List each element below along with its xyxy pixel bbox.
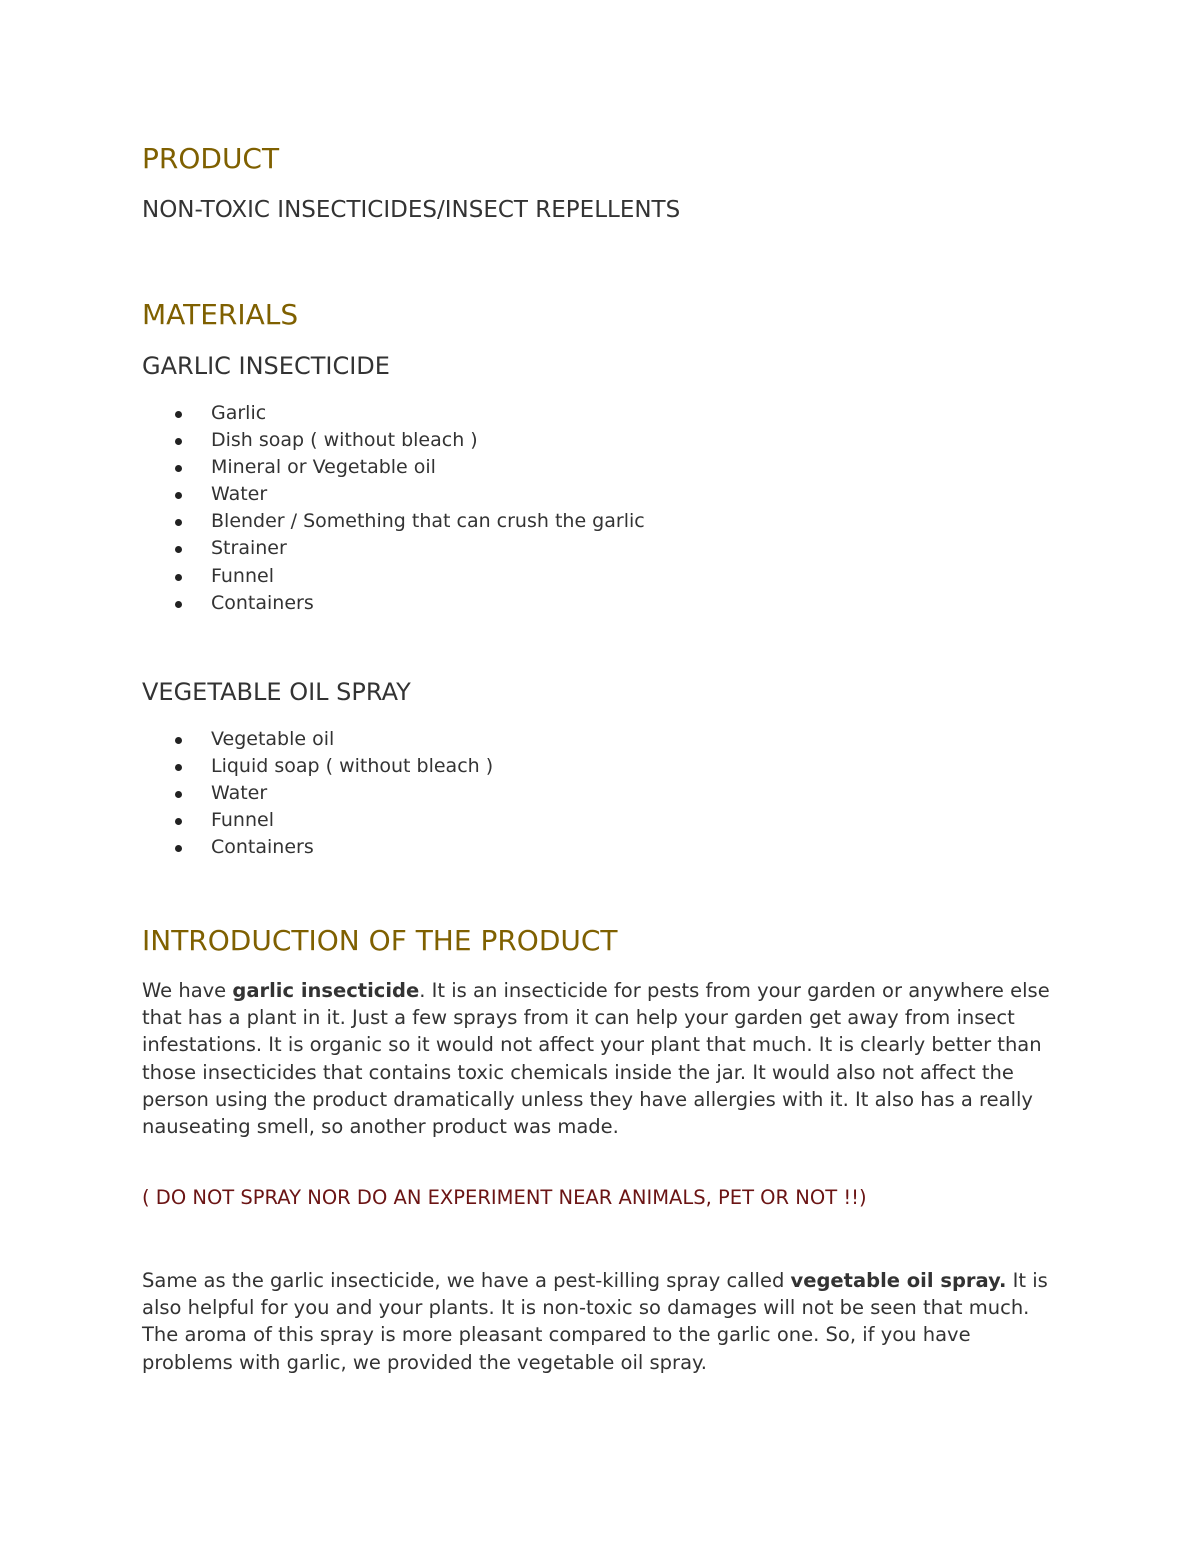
list-item-text: Funnel: [211, 809, 274, 832]
product-name: NON-TOXIC INSECTICIDES/INSECT REPELLENTS: [142, 197, 681, 223]
list-item: [142, 563, 1042, 590]
bullet-icon: [175, 791, 182, 798]
list-item-text: Blender / Something that can crush the garlic: [211, 510, 645, 533]
intro-paragraph-2-rest: It is also helpful for you and your plants. It is non-toxic so damages will not be seen that much. The aroma of this spray is more pleasant compared to the garlic one. So, if you have problems with garlic, we provided the vegetable oil spray.: [142, 1269, 1048, 1374]
list-item-text: Strainer: [211, 537, 287, 560]
intro-paragraph-1-rest: . It is an insecticide for pests from your garden or anywhere else that has a plant in it. Just a few sprays from it can help your garden get away from insect infestations. It is organic so it would not affect your plant that much. It is clearly better than those insecticides that contains toxic chemicals inside the jar. It would also not affect the person using the product dramatically unless they have allergies with it. It also has a really nauseating smell, so another product was made.: [142, 979, 1050, 1139]
list-item-text: Garlic: [211, 402, 267, 424]
list-item-text: Water: [211, 483, 268, 506]
list-item: [142, 427, 1042, 454]
intro-paragraph-2-bold: vegetable oil spray.: [790, 1269, 1007, 1292]
list-item: [142, 535, 1042, 562]
garlic-materials-list: [142, 400, 1042, 617]
intro-paragraph-2: [142, 1267, 1062, 1376]
list-item-text: Funnel: [211, 564, 274, 587]
bullet-icon: [175, 465, 182, 472]
list-item-text: Vegetable oil: [211, 728, 335, 750]
warning-note: ( DO NOT SPRAY NOR DO AN EXPERIMENT NEAR ANIMALS, PET OR NOT !!): [142, 1186, 867, 1209]
oil-section-title: VEGETABLE OIL SPRAY: [142, 678, 411, 706]
product-heading: PRODUCT: [142, 142, 280, 175]
list-item: [142, 590, 1042, 617]
list-item: [142, 807, 1042, 834]
intro-paragraph-2-lead: Same as the garlic insecticide, we have a pest-killing spray called: [142, 1269, 791, 1292]
bullet-icon: [175, 818, 182, 825]
list-item-text: Containers: [211, 836, 314, 859]
list-item: [142, 508, 1042, 535]
bullet-icon: [175, 574, 182, 581]
intro-paragraph-1-bold: garlic insecticide: [232, 979, 420, 1002]
bullet-icon: [175, 546, 182, 553]
bullet-icon: [175, 492, 182, 499]
list-item-text: Containers: [211, 591, 314, 614]
list-item: [142, 834, 1042, 861]
bullet-icon: [175, 519, 182, 526]
list-item: [142, 753, 1042, 780]
list-item: [142, 481, 1042, 508]
list-item-text: Mineral or Vegetable oil: [211, 456, 436, 479]
list-item: [142, 726, 1042, 753]
list-item-text: Water: [211, 782, 268, 805]
introduction-heading: INTRODUCTION OF THE PRODUCT: [142, 924, 618, 957]
list-item-text: Dish soap ( without bleach ): [211, 429, 478, 452]
intro-paragraph-1: [142, 977, 1062, 1140]
list-item-text: Liquid soap ( without bleach ): [211, 755, 494, 778]
list-item: [142, 780, 1042, 807]
bullet-icon: [175, 764, 182, 771]
bullet-icon: [175, 438, 182, 445]
intro-paragraph-1-lead: We have: [142, 979, 233, 1002]
list-item: [142, 400, 1042, 427]
bullet-icon: [175, 845, 182, 852]
bullet-icon: [175, 601, 182, 608]
bullet-icon: [175, 737, 182, 744]
garlic-section-title: GARLIC INSECTICIDE: [142, 352, 390, 380]
list-item: [142, 454, 1042, 481]
oil-materials-list: [142, 726, 1042, 861]
bullet-icon: [175, 411, 182, 418]
materials-heading: MATERIALS: [142, 298, 299, 331]
